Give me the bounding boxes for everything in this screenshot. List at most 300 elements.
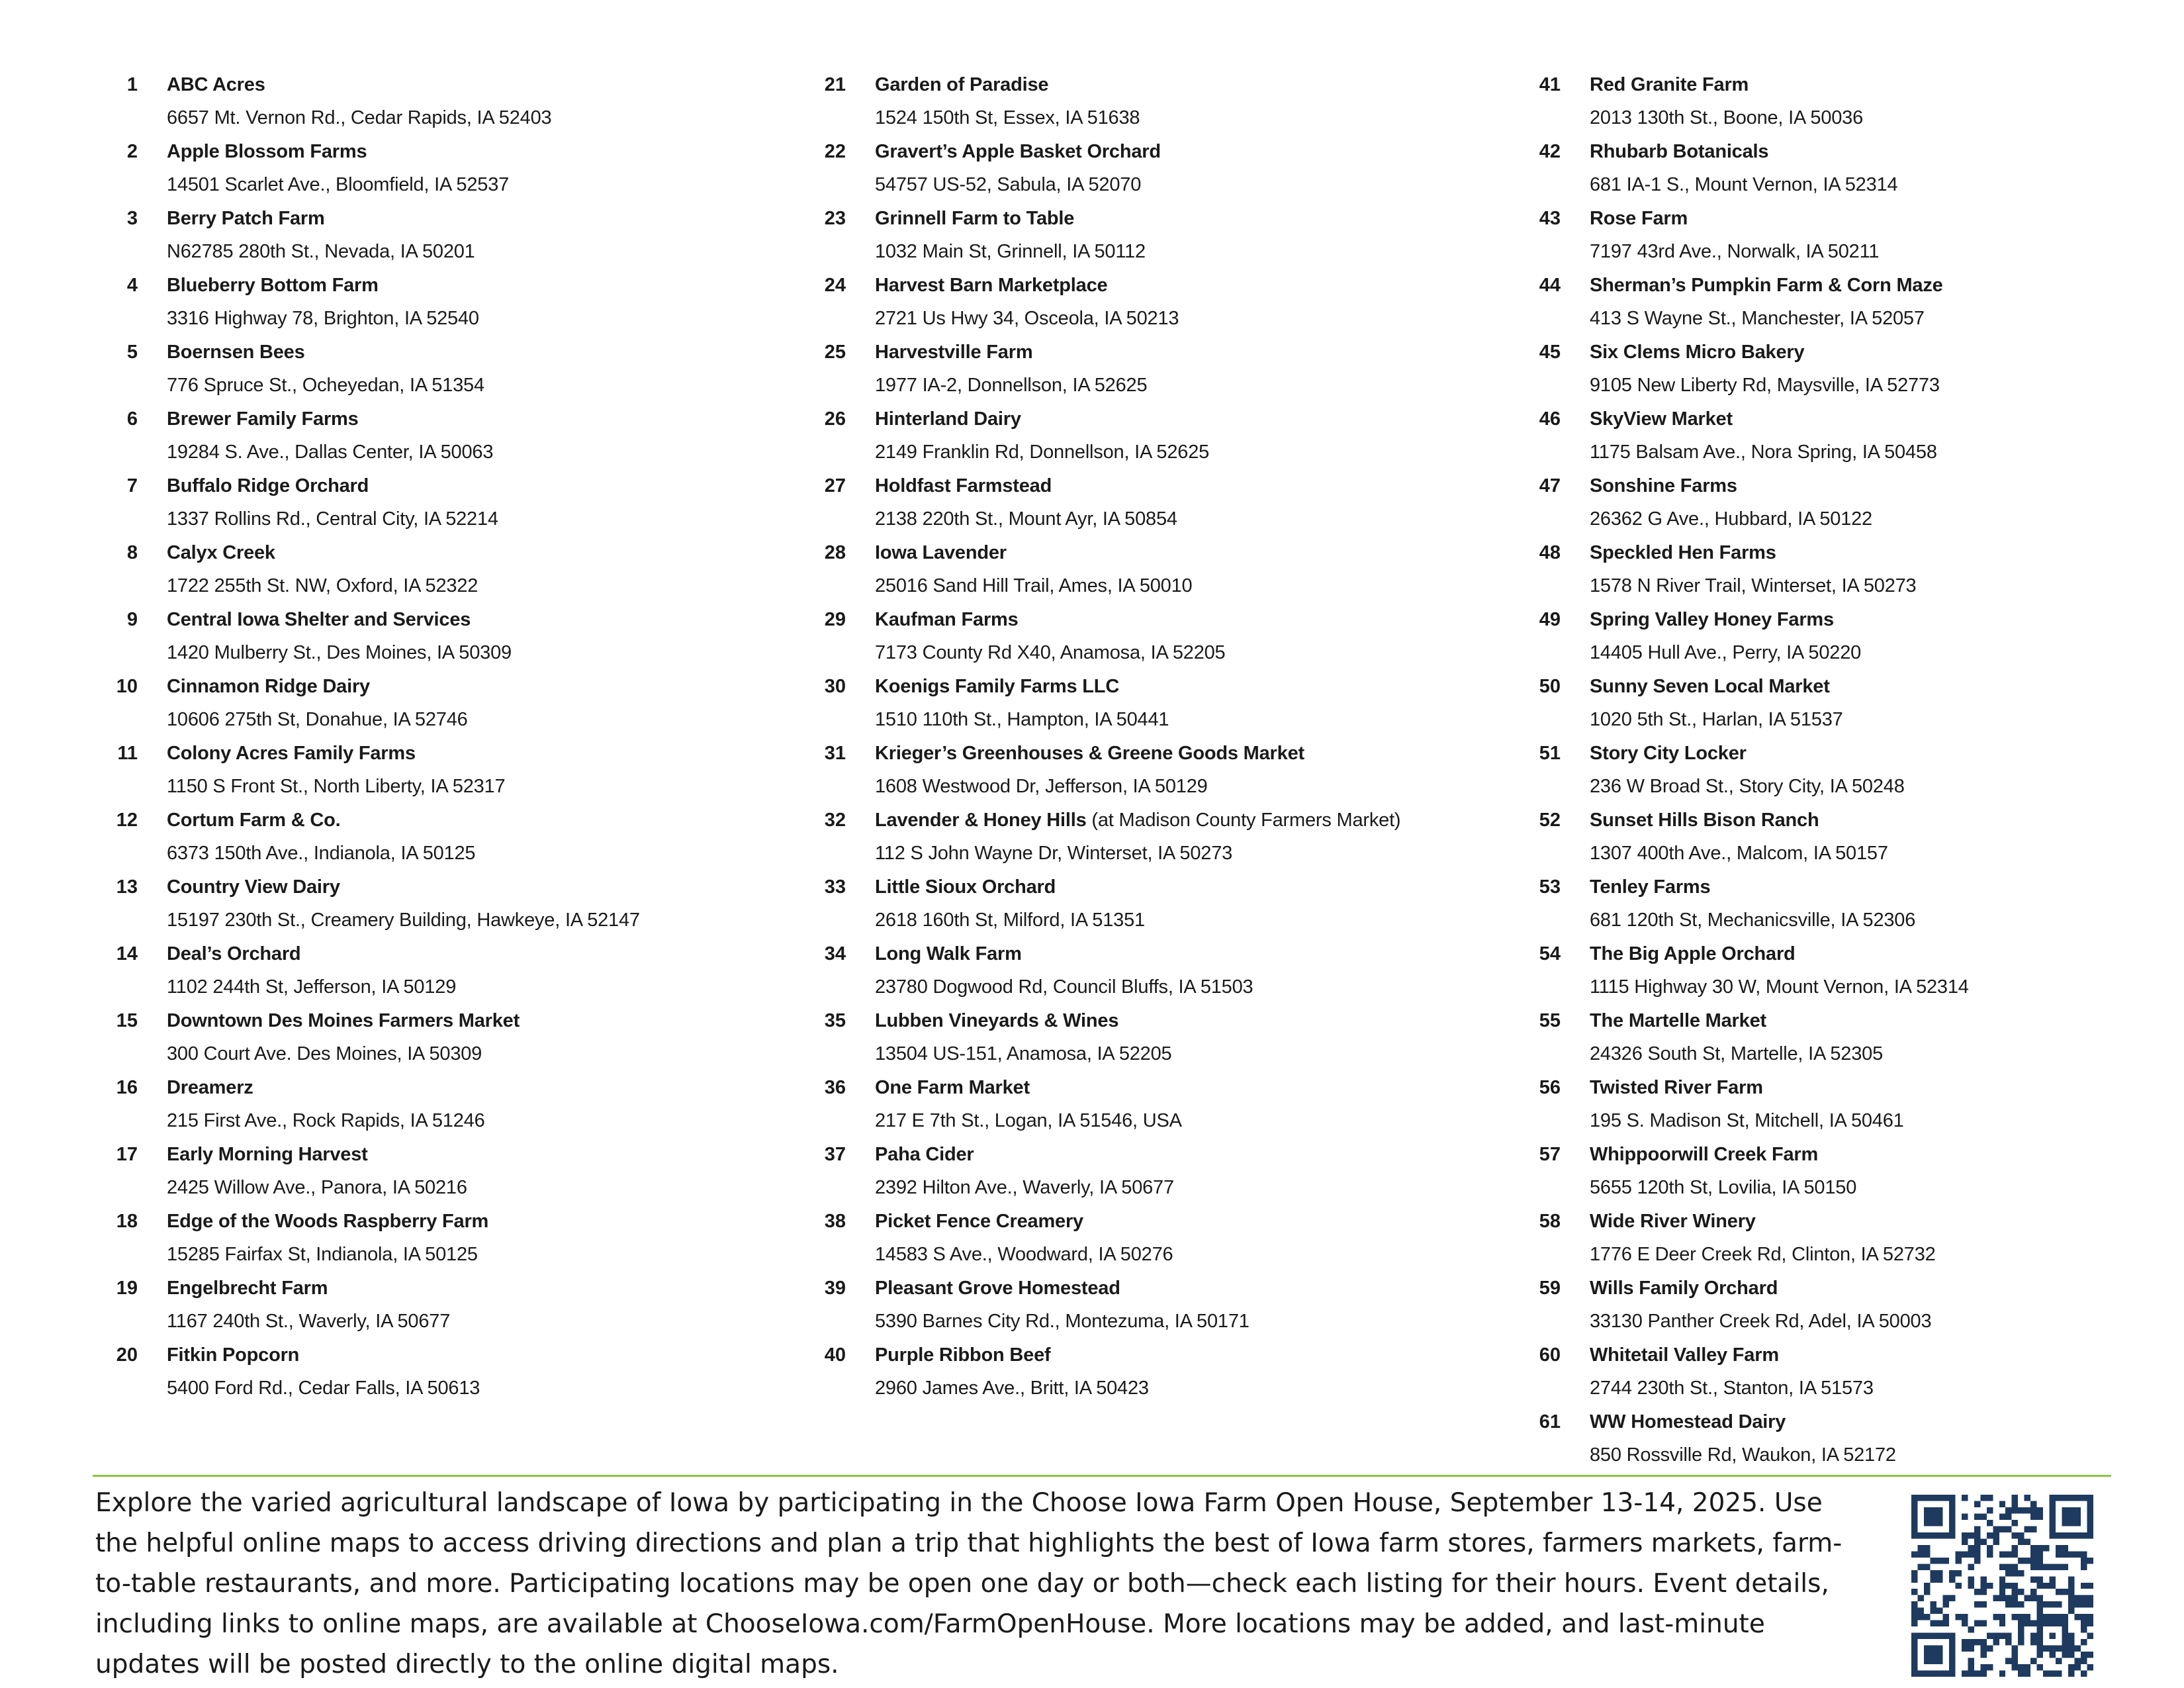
location-name <box>875 942 1022 966</box>
location-name <box>875 1276 1120 1300</box>
location-number: 21 <box>824 74 846 95</box>
location-name-text: Lavender & Honey Hills <box>875 810 1087 831</box>
location-entry <box>814 207 1476 273</box>
location-name-text: Sunny Seven Local Market <box>1590 676 1830 697</box>
location-number: 6 <box>126 408 138 430</box>
location-number: 41 <box>1539 74 1561 95</box>
location-name <box>1590 1276 1778 1300</box>
location-number: 3 <box>126 208 138 229</box>
location-entry <box>814 1276 1476 1343</box>
location-name <box>1590 140 1768 164</box>
location-entry <box>106 942 768 1009</box>
location-number: 40 <box>824 1344 846 1366</box>
location-number: 24 <box>824 275 846 296</box>
location-address: 850 Rossville Rd, Waukon, IA 52172 <box>1590 1444 1896 1466</box>
location-name <box>875 808 1400 832</box>
location-entry <box>1529 140 2124 207</box>
location-name-text: Pleasant Grove Homestead <box>875 1278 1120 1299</box>
location-entry <box>106 875 768 942</box>
location-name <box>167 875 340 899</box>
location-number: 55 <box>1539 1010 1561 1031</box>
location-name-text: Boernsen Bees <box>167 342 305 363</box>
location-name-text: SkyView Market <box>1590 408 1733 430</box>
location-address: 1776 E Deer Creek Rd, Clinton, IA 52732 <box>1590 1244 1936 1265</box>
location-name <box>167 1343 299 1367</box>
location-number: 34 <box>824 943 846 964</box>
location-address: 14405 Hull Ave., Perry, IA 50220 <box>1590 642 1862 663</box>
location-entry <box>1529 273 2124 340</box>
location-entry <box>1529 675 2124 741</box>
location-entry <box>1529 1343 2124 1410</box>
location-address: 24326 South St, Martelle, IA 52305 <box>1590 1043 1884 1064</box>
location-entry <box>106 541 768 608</box>
location-number: 20 <box>116 1344 138 1366</box>
location-name <box>1590 942 1796 966</box>
location-number: 12 <box>116 810 138 831</box>
location-name-text: Brewer Family Farms <box>167 408 359 430</box>
location-name-text: Early Morning Harvest <box>167 1144 368 1165</box>
location-entry <box>1529 407 2124 474</box>
location-entry <box>106 808 768 875</box>
location-name-text: Colony Acres Family Farms <box>167 743 416 764</box>
location-name-text: Deal’s Orchard <box>167 943 301 964</box>
location-name-text: Garden of Paradise <box>875 74 1049 95</box>
location-address: 1175 Balsam Ave., Nora Spring, IA 50458 <box>1590 442 1937 463</box>
location-address: 681 IA-1 S., Mount Vernon, IA 52314 <box>1590 174 1898 195</box>
location-address: 2013 130th St., Boone, IA 50036 <box>1590 107 1864 128</box>
location-entry <box>106 407 768 474</box>
location-address: 1977 IA-2, Donnellson, IA 52625 <box>875 375 1148 396</box>
location-number: 25 <box>824 342 846 363</box>
location-address: 2138 220th St., Mount Ayr, IA 50854 <box>875 508 1177 530</box>
location-number: 45 <box>1539 342 1561 363</box>
location-name-text: Apple Blossom Farms <box>167 141 367 162</box>
location-name-text: The Martelle Market <box>1590 1010 1766 1031</box>
location-number: 51 <box>1539 743 1561 764</box>
location-name <box>875 1143 974 1166</box>
location-name-text: Sherman’s Pumpkin Farm & Corn Maze <box>1590 275 1943 296</box>
location-entry <box>106 1009 768 1076</box>
location-number: 15 <box>116 1010 138 1031</box>
footer-divider <box>93 1475 2111 1477</box>
location-name-text: One Farm Market <box>875 1077 1030 1098</box>
location-name <box>875 875 1056 899</box>
location-entry <box>814 73 1476 140</box>
location-name-text: Krieger’s Greenhouses & Greene Goods Market <box>875 743 1304 764</box>
location-address: 2392 Hilton Ave., Waverly, IA 50677 <box>875 1177 1174 1198</box>
location-name <box>1590 340 1804 364</box>
location-name-text: Whippoorwill Creek Farm <box>1590 1144 1819 1165</box>
location-name <box>167 675 370 698</box>
location-address: 1524 150th St, Essex, IA 51638 <box>875 107 1140 128</box>
location-number: 18 <box>116 1211 138 1232</box>
location-name <box>875 1209 1083 1233</box>
location-address: 1032 Main St, Grinnell, IA 50112 <box>875 241 1146 262</box>
location-entry <box>1529 474 2124 541</box>
location-name <box>875 675 1119 698</box>
location-name <box>1590 407 1733 431</box>
location-name <box>1590 207 1688 230</box>
location-address: 2960 James Ave., Britt, IA 50423 <box>875 1378 1149 1399</box>
location-name-text: Harvestville Farm <box>875 342 1033 363</box>
location-number: 14 <box>116 943 138 964</box>
location-entry <box>814 1343 1476 1410</box>
location-entry <box>814 1143 1476 1209</box>
location-name <box>875 273 1107 297</box>
location-address: 2744 230th St., Stanton, IA 51573 <box>1590 1378 1874 1399</box>
location-name <box>875 340 1032 364</box>
location-name-text: Berry Patch Farm <box>167 208 325 229</box>
location-name <box>1590 1209 1756 1233</box>
location-entry <box>106 608 768 675</box>
location-name-text: Whitetail Valley Farm <box>1590 1344 1779 1366</box>
location-number: 17 <box>116 1144 138 1165</box>
location-name-text: Country View Dairy <box>167 876 340 898</box>
location-address: 1150 S Front St., North Liberty, IA 52317 <box>167 776 506 797</box>
location-name <box>875 608 1019 632</box>
location-number: 7 <box>126 475 138 496</box>
location-entry <box>814 1076 1476 1143</box>
location-address: 33130 Panther Creek Rd, Adel, IA 50003 <box>1590 1311 1932 1332</box>
location-name <box>167 1209 488 1233</box>
location-entry <box>814 140 1476 207</box>
location-name-text: Holdfast Farmstead <box>875 475 1052 496</box>
location-number: 10 <box>116 676 138 697</box>
qr-code-icon[interactable] <box>1911 1495 2093 1677</box>
location-name-text: Story City Locker <box>1590 743 1747 764</box>
location-name <box>167 541 275 565</box>
location-number: 38 <box>824 1211 846 1232</box>
location-entry <box>814 474 1476 541</box>
location-name-text: Little Sioux Orchard <box>875 876 1056 898</box>
location-name <box>875 1009 1118 1033</box>
location-name-text: Fitkin Popcorn <box>167 1344 300 1366</box>
location-address: 1510 110th St., Hampton, IA 50441 <box>875 709 1169 730</box>
location-address: 681 120th St, Mechanicsville, IA 52306 <box>1590 910 1916 931</box>
location-name-text: Long Walk Farm <box>875 943 1022 964</box>
location-name-text: Twisted River Farm <box>1590 1077 1763 1098</box>
location-address: 300 Court Ave. Des Moines, IA 50309 <box>167 1043 482 1064</box>
location-number: 42 <box>1539 141 1561 162</box>
location-name-text: Wills Family Orchard <box>1590 1278 1778 1299</box>
location-name-text: Buffalo Ridge Orchard <box>167 475 369 496</box>
location-number: 61 <box>1539 1411 1561 1432</box>
location-address: 1307 400th Ave., Malcom, IA 50157 <box>1590 843 1888 864</box>
location-address: 7173 County Rd X40, Anamosa, IA 52205 <box>875 642 1226 663</box>
location-number: 31 <box>824 743 846 764</box>
location-name-text: Kaufman Farms <box>875 609 1019 630</box>
location-number: 29 <box>824 609 846 630</box>
location-name <box>875 1343 1050 1367</box>
location-number: 56 <box>1539 1077 1561 1098</box>
location-entry <box>1529 541 2124 608</box>
location-name-text: Rose Farm <box>1590 208 1688 229</box>
location-name <box>875 1076 1030 1100</box>
location-entry <box>1529 1009 2124 1076</box>
location-name <box>167 474 369 498</box>
location-name <box>1590 675 1830 698</box>
location-name <box>1590 741 1747 765</box>
location-address: 2149 Franklin Rd, Donnellson, IA 52625 <box>875 442 1210 463</box>
location-entry <box>1529 741 2124 808</box>
location-name <box>875 407 1021 431</box>
location-number: 47 <box>1539 475 1561 496</box>
location-address: 19284 S. Ave., Dallas Center, IA 50063 <box>167 442 494 463</box>
location-address: 7197 43rd Ave., Norwalk, IA 50211 <box>1590 241 1880 262</box>
location-name-text: Hinterland Dairy <box>875 408 1021 430</box>
location-address: 1337 Rollins Rd., Central City, IA 52214 <box>167 508 498 530</box>
location-name-text: Gravert’s Apple Basket Orchard <box>875 141 1161 162</box>
location-address: 215 First Ave., Rock Rapids, IA 51246 <box>167 1110 485 1131</box>
location-name <box>167 1076 253 1100</box>
location-entry <box>814 942 1476 1009</box>
location-number: 37 <box>824 1144 846 1165</box>
location-address: 1102 244th St, Jefferson, IA 50129 <box>167 976 457 998</box>
location-address: 1578 N River Trail, Winterset, IA 50273 <box>1590 575 1917 596</box>
location-number: 26 <box>824 408 846 430</box>
location-number: 53 <box>1539 876 1561 898</box>
location-number: 8 <box>126 542 138 563</box>
location-number: 48 <box>1539 542 1561 563</box>
location-address: 1020 5th St., Harlan, IA 51537 <box>1590 709 1843 730</box>
location-entry <box>106 1343 768 1410</box>
location-name-text: Lubben Vineyards & Wines <box>875 1010 1119 1031</box>
location-name <box>167 808 340 832</box>
location-name <box>167 340 305 364</box>
location-address: 54757 US-52, Sabula, IA 52070 <box>875 174 1142 195</box>
location-address: 15197 230th St., Creamery Building, Hawkeye, IA 52147 <box>167 910 640 931</box>
location-entry <box>814 808 1476 875</box>
location-entry <box>1529 73 2124 140</box>
location-number: 44 <box>1539 275 1561 296</box>
location-address: 195 S. Madison St, Mitchell, IA 50461 <box>1590 1110 1904 1131</box>
location-address: 25016 Sand Hill Trail, Ames, IA 50010 <box>875 575 1193 596</box>
location-entry <box>814 675 1476 741</box>
location-name-text: Wide River Winery <box>1590 1211 1756 1232</box>
location-name-text: Rhubarb Botanicals <box>1590 141 1769 162</box>
location-entry <box>106 1209 768 1276</box>
location-number: 36 <box>824 1077 846 1098</box>
location-address: 1167 240th St., Waverly, IA 50677 <box>167 1311 451 1332</box>
location-entry <box>1529 1076 2124 1143</box>
location-number: 52 <box>1539 810 1561 831</box>
location-name <box>1590 73 1749 97</box>
location-name-text: Central Iowa Shelter and Services <box>167 609 471 630</box>
location-name-text: ABC Acres <box>167 74 265 95</box>
location-number: 19 <box>116 1278 138 1299</box>
location-number: 32 <box>824 810 846 831</box>
location-address: 413 S Wayne St., Manchester, IA 52057 <box>1590 308 1925 329</box>
location-name <box>875 474 1052 498</box>
location-number: 30 <box>824 676 846 697</box>
location-name-text: Harvest Barn Marketplace <box>875 275 1108 296</box>
location-name <box>167 741 416 765</box>
location-name <box>875 73 1048 97</box>
location-number: 58 <box>1539 1211 1561 1232</box>
location-address: N62785 280th St., Nevada, IA 50201 <box>167 241 475 262</box>
location-name-text: Blueberry Bottom Farm <box>167 275 379 296</box>
location-address: 1115 Highway 30 W, Mount Vernon, IA 52314 <box>1590 976 1969 998</box>
location-name <box>1590 541 1776 565</box>
location-number: 16 <box>116 1077 138 1098</box>
location-name <box>875 541 1007 565</box>
location-address: 1722 255th St. NW, Oxford, IA 52322 <box>167 575 478 596</box>
location-number: 11 <box>117 743 138 764</box>
location-number: 57 <box>1539 1144 1561 1165</box>
location-name <box>875 207 1074 230</box>
location-address: 217 E 7th St., Logan, IA 51546, USA <box>875 1110 1182 1131</box>
location-entry <box>814 608 1476 675</box>
location-number: 27 <box>824 475 846 496</box>
location-name <box>167 207 325 230</box>
location-number: 43 <box>1539 208 1561 229</box>
location-address: 2721 Us Hwy 34, Osceola, IA 50213 <box>875 308 1179 329</box>
location-name-text: The Big Apple Orchard <box>1590 943 1796 964</box>
location-name <box>875 741 1304 765</box>
location-name <box>875 140 1161 164</box>
location-entry <box>106 1276 768 1343</box>
location-address: 14583 S Ave., Woodward, IA 50276 <box>875 1244 1173 1265</box>
location-address: 15285 Fairfax St, Indianola, IA 50125 <box>167 1244 478 1265</box>
location-entry <box>814 1209 1476 1276</box>
location-entry <box>106 73 768 140</box>
location-name-text: Iowa Lavender <box>875 542 1007 563</box>
location-entry <box>814 407 1476 474</box>
location-number: 60 <box>1539 1344 1561 1366</box>
location-number: 35 <box>824 1010 846 1031</box>
location-name <box>1590 1343 1779 1367</box>
location-name-text: Cortum Farm & Co. <box>167 810 341 831</box>
location-name-text: Spring Valley Honey Farms <box>1590 609 1834 630</box>
location-address: 3316 Highway 78, Brighton, IA 52540 <box>167 308 479 329</box>
location-column-3 <box>1529 73 2124 1477</box>
location-name-text: Downtown Des Moines Farmers Market <box>167 1010 520 1031</box>
location-address: 13504 US-151, Anamosa, IA 52205 <box>875 1043 1172 1064</box>
location-name <box>1590 808 1819 832</box>
location-name <box>1590 1009 1766 1033</box>
location-address: 5655 120th St, Lovilia, IA 50150 <box>1590 1177 1857 1198</box>
location-entry <box>106 675 768 741</box>
location-entry <box>814 875 1476 942</box>
location-column-2 <box>814 73 1476 1410</box>
location-number: 39 <box>824 1278 846 1299</box>
location-name-text: Six Clems Micro Bakery <box>1590 342 1805 363</box>
location-entry <box>106 207 768 273</box>
location-name <box>167 608 471 632</box>
location-entry <box>1529 1143 2124 1209</box>
location-name-text: Dreamerz <box>167 1077 253 1098</box>
location-number: 46 <box>1539 408 1561 430</box>
location-address: 1608 Westwood Dr, Jefferson, IA 50129 <box>875 776 1208 797</box>
location-name-text: Engelbrecht Farm <box>167 1278 328 1299</box>
location-number: 1 <box>126 74 138 95</box>
location-entry <box>106 273 768 340</box>
location-entry <box>106 1076 768 1143</box>
location-address: 10606 275th St, Donahue, IA 52746 <box>167 709 468 730</box>
location-name <box>1590 1143 1818 1166</box>
location-entry <box>814 1009 1476 1076</box>
location-name-text: Tenley Farms <box>1590 876 1711 898</box>
location-number: 4 <box>126 275 138 296</box>
location-name-text: WW Homestead Dairy <box>1590 1411 1786 1432</box>
location-name <box>167 942 300 966</box>
location-name-text: Grinnell Farm to Table <box>875 208 1075 229</box>
location-name-text: Sonshine Farms <box>1590 475 1737 496</box>
location-name <box>167 273 379 297</box>
location-name-text: Speckled Hen Farms <box>1590 542 1776 563</box>
location-entry <box>106 474 768 541</box>
location-name <box>167 140 367 164</box>
location-name-text: Calyx Creek <box>167 542 275 563</box>
location-entry <box>106 1143 768 1209</box>
location-address: 1420 Mulberry St., Des Moines, IA 50309 <box>167 642 512 663</box>
location-address: 6373 150th Ave., Indianola, IA 50125 <box>167 843 476 864</box>
location-entry <box>814 541 1476 608</box>
location-entry <box>1529 340 2124 407</box>
location-column-1 <box>106 73 768 1410</box>
location-name-text: Paha Cider <box>875 1144 974 1165</box>
location-address: 5390 Barnes City Rd., Montezuma, IA 50171 <box>875 1311 1250 1332</box>
location-name <box>1590 474 1737 498</box>
location-entry <box>814 340 1476 407</box>
location-address: 5400 Ford Rd., Cedar Falls, IA 50613 <box>167 1378 480 1399</box>
location-number: 5 <box>126 342 138 363</box>
event-description: Explore the varied agricultural landscape of Iowa by participating in the Choose Iowa Farm Open House, September 13-14, 2025. Use the helpful online maps to access driving directions and plan a trip that highlights the best of Iowa farm stores, farmers markets, farm-to-table restaurants, and more. Participating locations may be open one day or both—check each listing for their hours. Event details, including links to online maps, are available at ChooseIowa.com/FarmOpenHouse. More locations may be added, and last-minute updates will be posted directly to the online digital maps. <box>95 1488 1843 1679</box>
location-address: 2425 Willow Ave., Panora, IA 50216 <box>167 1177 467 1198</box>
location-number: 59 <box>1539 1278 1561 1299</box>
location-entry <box>1529 808 2124 875</box>
location-name-text: Koenigs Family Farms LLC <box>875 676 1120 697</box>
location-name-text: Picket Fence Creamery <box>875 1211 1083 1232</box>
location-entry <box>814 741 1476 808</box>
location-entry <box>106 140 768 207</box>
location-entry <box>1529 942 2124 1009</box>
location-name <box>1590 875 1710 899</box>
location-address: 236 W Broad St., Story City, IA 50248 <box>1590 776 1905 797</box>
location-name <box>1590 608 1834 632</box>
location-name <box>167 407 359 431</box>
location-number: 54 <box>1539 943 1561 964</box>
location-note: (at Madison County Farmers Market) <box>1086 810 1401 831</box>
location-address: 2618 160th St, Milford, IA 51351 <box>875 910 1145 931</box>
location-name <box>1590 273 1943 297</box>
location-name-text: Red Granite Farm <box>1590 74 1749 95</box>
location-entry <box>1529 1209 2124 1276</box>
location-entry <box>1529 608 2124 675</box>
location-number: 23 <box>824 208 846 229</box>
location-number: 33 <box>824 876 846 898</box>
location-name <box>1590 1410 1786 1434</box>
location-name <box>167 73 265 97</box>
location-address: 14501 Scarlet Ave., Bloomfield, IA 52537 <box>167 174 510 195</box>
location-number: 22 <box>824 141 846 162</box>
location-address: 112 S John Wayne Dr, Winterset, IA 50273 <box>875 843 1233 864</box>
location-name-text: Purple Ribbon Beef <box>875 1344 1051 1366</box>
location-address: 9105 New Liberty Rd, Maysville, IA 52773 <box>1590 375 1940 396</box>
location-entry <box>106 340 768 407</box>
location-number: 13 <box>116 876 138 898</box>
location-entry <box>106 741 768 808</box>
location-entry <box>814 273 1476 340</box>
location-address: 26362 G Ave., Hubbard, IA 50122 <box>1590 508 1872 530</box>
location-entry <box>1529 1410 2124 1477</box>
location-name-text: Cinnamon Ridge Dairy <box>167 676 370 697</box>
location-number: 50 <box>1539 676 1561 697</box>
location-name-text: Sunset Hills Bison Ranch <box>1590 810 1819 831</box>
location-entry <box>1529 875 2124 942</box>
location-entry <box>1529 207 2124 273</box>
location-name <box>1590 1076 1763 1100</box>
